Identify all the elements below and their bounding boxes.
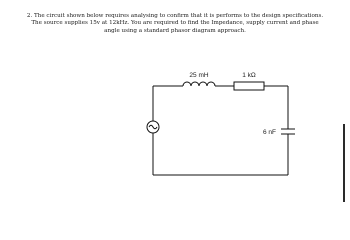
resistor-label: 1 kΩ xyxy=(242,72,256,79)
capacitor-label: 6 nF xyxy=(262,129,276,136)
inductor-label: 25 mH xyxy=(189,72,209,79)
sine-wave-icon xyxy=(149,125,157,129)
question-line-3: angle using a standard phasor diagram approach. xyxy=(104,27,246,34)
question-line-2: The source supplies 15v at 12kHz. You are required to find the Impedance, supply current and phase xyxy=(31,20,319,27)
inductor-symbol xyxy=(183,82,215,86)
question-line-1: 2. The circuit shown below requires analysing to confirm that it is performs to the design specifications. xyxy=(26,13,324,19)
resistor-symbol xyxy=(234,82,264,90)
scrollbar[interactable] xyxy=(343,124,345,202)
